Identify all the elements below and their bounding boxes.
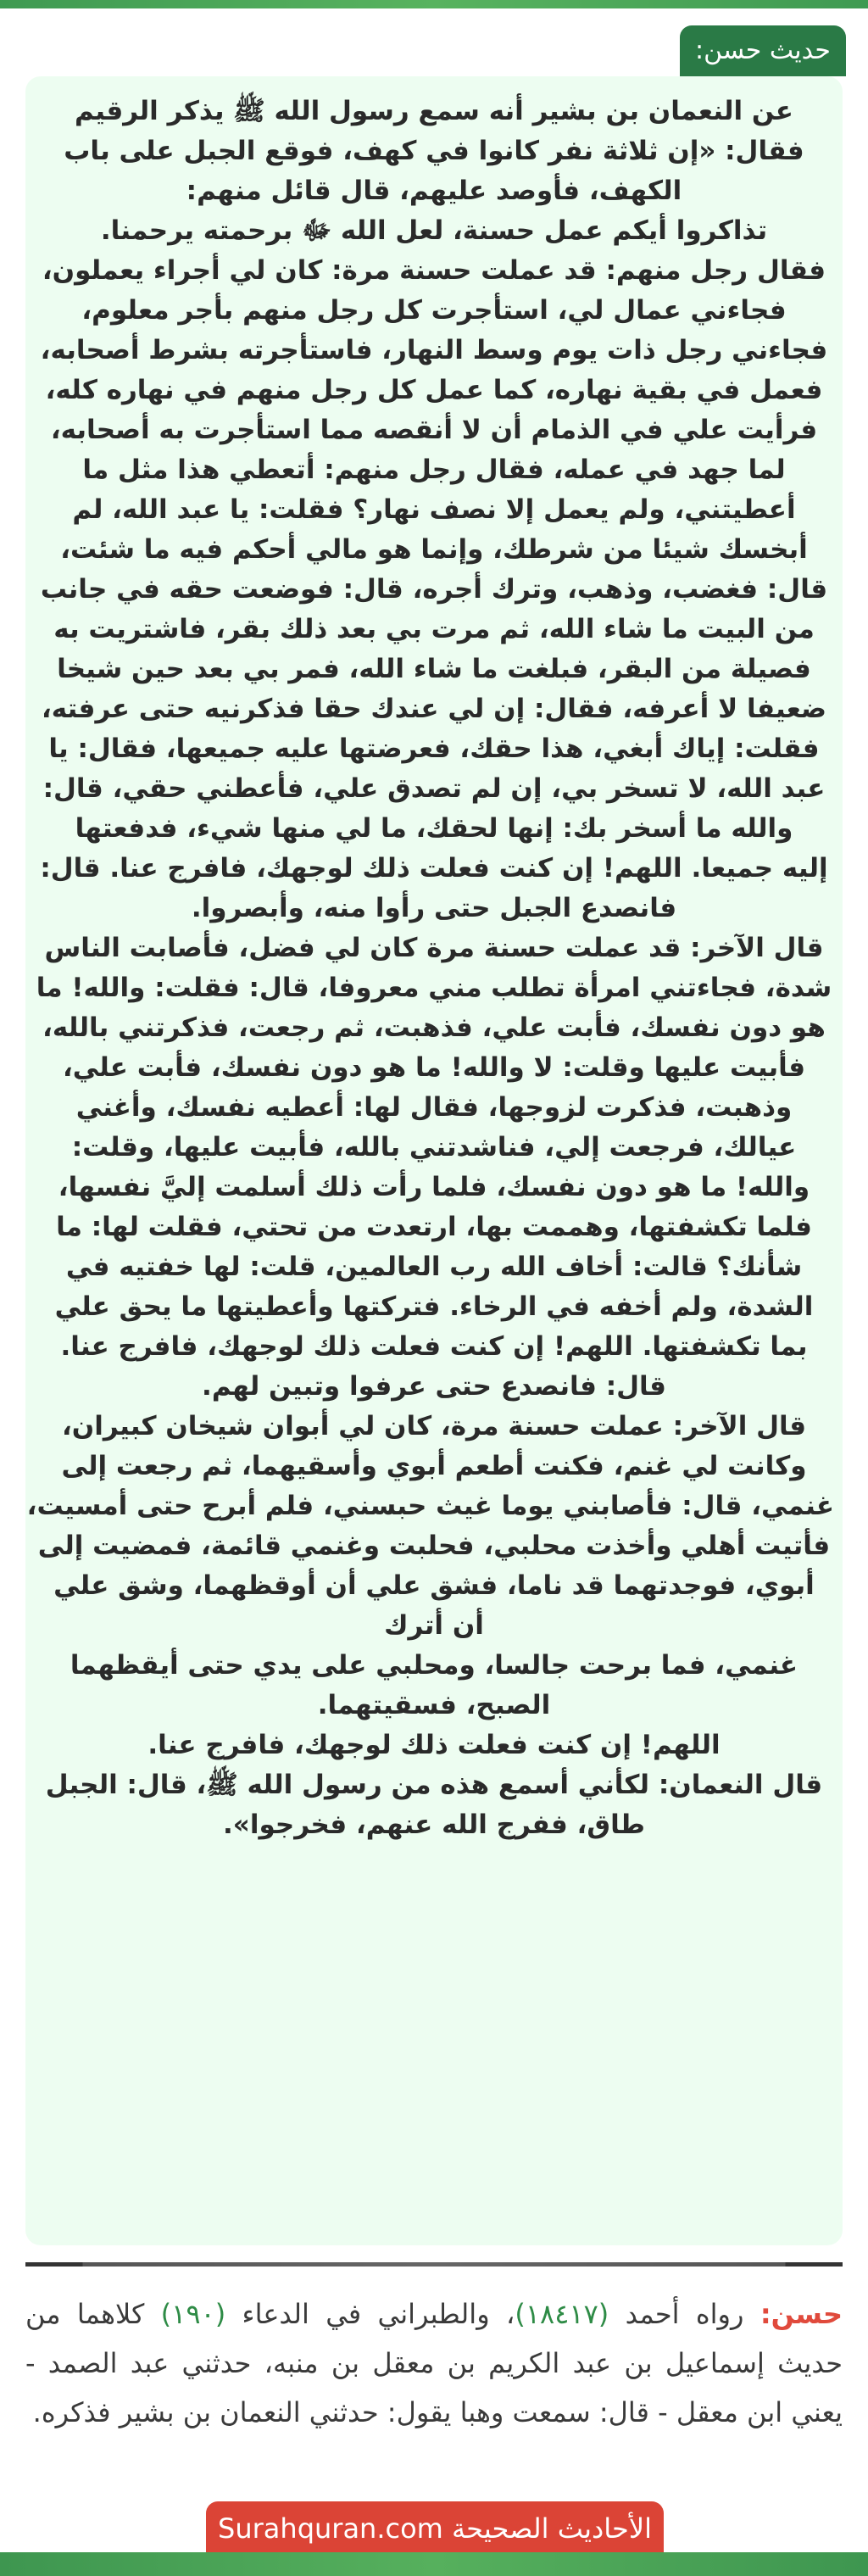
hadith-line: فجاءني عمال لي، استأجرت كل رجل منهم بأجر معلوم، <box>81 295 787 326</box>
takhrij-text-3: كلاهما من حديث إسماعيل بن عبد الكريم بن معقل بن منبه، حدثني عبد الصمد - يعني ابن معقل - قال: سمعت وهبا يقول: حدثني النعمان بن بشير فذكره. <box>25 2298 843 2428</box>
hadith-line: والله ما أسخر بك: إنها لحقك، ما لي منها شيء، فدفعتها <box>75 813 793 844</box>
hadith-line: ضعيفا لا أعرفه، فقال: إن لي عندك حقا فذكرنيه حتى عرفته، <box>41 694 827 724</box>
hadith-line: فرأيت علي في الذمام أن لا أنقصه مما استأجرت به أصحابه، <box>50 415 818 445</box>
hadith-line: الشدة، ولم أخفه في الرخاء. فتركتها وأعطيتها ما يحق علي <box>54 1291 814 1322</box>
hadith-line: قال النعمان: لكأني أسمع هذه من رسول الله ﷺ، قال: الجبل <box>45 1770 823 1800</box>
hadith-line: وذهبت، فذكرت لزوجها، فقال لها: أعطيه نفسك، وأغني <box>75 1092 793 1123</box>
takhrij-text-2: ، والطبراني في الدعاء <box>225 2298 515 2330</box>
hadith-line: فلما تكشفتها، وهممت بها، ارتعدت من تحتي، فقلت لها: ما <box>56 1212 812 1242</box>
hadith-line: فأبيت عليها وقلت: لا والله! ما هو دون نفسك، فأبت علي، <box>62 1052 806 1083</box>
hadith-line: أن أترك <box>384 1610 484 1641</box>
hadith-line: قال الآخر: قد عملت حسنة مرة كان لي فضل، فأصابت الناس <box>44 933 824 963</box>
hadith-grade-title: حديث حسن: <box>680 25 846 76</box>
section-divider <box>25 2262 843 2267</box>
hadith-line: فصيلة من البقر، فبلغت ما شاء الله، فمر بي بعد حين شيخا <box>57 654 811 684</box>
hadith-line: قال: فغضب، وذهب، وترك أجره، قال: فوضعت حقه في جانب <box>40 574 828 605</box>
hadith-line: شدة، فجاءتني امرأة تطلب مني معروفا، قال: فقلت: والله! ما <box>36 973 832 1003</box>
hadith-line: فقال: «إن ثلاثة نفر كانوا في كهف، فوقع الجبل على باب <box>64 136 804 166</box>
hadith-line: عن النعمان بن بشير أنه سمع رسول الله ﷺ يذكر الرقيم <box>75 96 793 126</box>
hadith-line: أعطيتني، ولم يعمل إلا نصف نهار؟ فقلت: يا عبد الله، لم <box>72 494 796 525</box>
hadith-line: قال الآخر: عملت حسنة مرة، كان لي أبوان شيخان كبيران، <box>61 1411 806 1441</box>
hadith-line: أبخسك شيئا من شرطك، وإنما هو مالي أحكم فيه ما شئت، <box>60 534 808 565</box>
site-footer-link[interactable]: الأحاديث الصحيحة Surahquran.com <box>206 2501 664 2556</box>
hadith-line: عيالك، فرجعت إلي، فناشدتني بالله، فأبيت عليها، وقلت: <box>71 1132 797 1163</box>
hadith-line: فانصدع الجبل حتى رأوا منه، وأبصروا. <box>191 893 677 923</box>
hadith-line: شأنك؟ قالت: أخاف الله رب العالمين، قلت: لها خفتيه في <box>65 1252 803 1282</box>
hadith-line: تذاكروا أيكم عمل حسنة، لعل الله ﷻ برحمته يرحمنا. <box>100 215 768 246</box>
hadith-line: لما جهد في عمله، فقال رجل منهم: أتعطي هذا مثل ما <box>82 454 786 485</box>
hadith-line: قال: فانصدع حتى عرفوا وتبين لهم. <box>202 1371 666 1402</box>
hadith-line: فقال رجل منهم: قد عملت حسنة مرة: كان لي أجراء يعملون، <box>42 255 826 286</box>
hadith-line: وكانت لي غنم، فكنت أطعم أبوي وأسقيهما، ثم رجعت إلى <box>61 1451 807 1481</box>
takhrij-paragraph <box>25 2289 843 2437</box>
hadith-line: إليه جميعا. اللهم! إن كنت فعلت ذلك لوجهك، فافرج عنا. قال: <box>40 853 828 884</box>
hadith-line: فعمل في بقية نهاره، كما عمل كل رجل منهم في نهاره كله، <box>45 375 823 405</box>
hadith-line: طاق، ففرج الله عنهم، فخرجوا». <box>223 1809 645 1840</box>
hadith-line: من البيت ما شاء الله، ثم مرت بي بعد ذلك بقر، فاشتريت به <box>53 614 815 644</box>
bottom-decorative-band <box>0 2552 868 2576</box>
hadith-line: هو دون نفسك، فأبت علي، فذهبت، ثم رجعت، فذكرتني بالله، <box>42 1012 826 1043</box>
hadith-line: فأتيت أهلي وأخذت محلبي، فحلبت وغنمي قائمة، فمضيت إلى <box>37 1531 831 1561</box>
hadith-line: بما تكشفتها. اللهم! إن كنت فعلت ذلك لوجهك، فافرج عنا. <box>60 1331 808 1362</box>
top-decorative-band <box>0 0 868 8</box>
hadith-line: غنمي، فما برحت جالسا، ومحلبي على يدي حتى أيقظهما <box>70 1650 798 1681</box>
tabarani-reference-number: (١٩٠) <box>160 2298 226 2330</box>
grade-label: حسن: <box>760 2298 843 2330</box>
hadith-line: فقلت: إياك أبغي، هذا حقك، فعرضتها عليه جميعها، فقال: يا <box>48 733 820 764</box>
hadith-line: فجاءني رجل ذات يوم وسط النهار، فاستأجرته بشرط أصحابه، <box>40 335 828 365</box>
takhrij-text-1: رواه أحمد <box>609 2298 760 2330</box>
hadith-line: غنمي، قال: فأصابني يوما غيث حبسني، فلم أبرح حتى أمسيت، <box>26 1491 834 1521</box>
hadith-line: الصبح، فسقيتهما. <box>317 1690 551 1720</box>
hadith-line: عبد الله، لا تسخر بي، إن لم تصدق علي، فأعطني حقي، قال: <box>42 773 826 804</box>
hadith-line: الكهف، فأوصد عليهم، قال قائل منهم: <box>186 176 682 206</box>
hadith-line: اللهم! إن كنت فعلت ذلك لوجهك، فافرج عنا. <box>147 1730 721 1760</box>
hadith-line: أبوي، فوجدتهما قد ناما، فشق علي أن أوقظهما، وشق علي <box>53 1570 815 1601</box>
hadith-text-card <box>25 76 843 2245</box>
ahmad-reference-number: (١٨٤١٧) <box>515 2298 609 2330</box>
hadith-line: والله! ما هو دون نفسك، فلما رأت ذلك أسلمت إليَّ نفسها، <box>58 1172 810 1202</box>
